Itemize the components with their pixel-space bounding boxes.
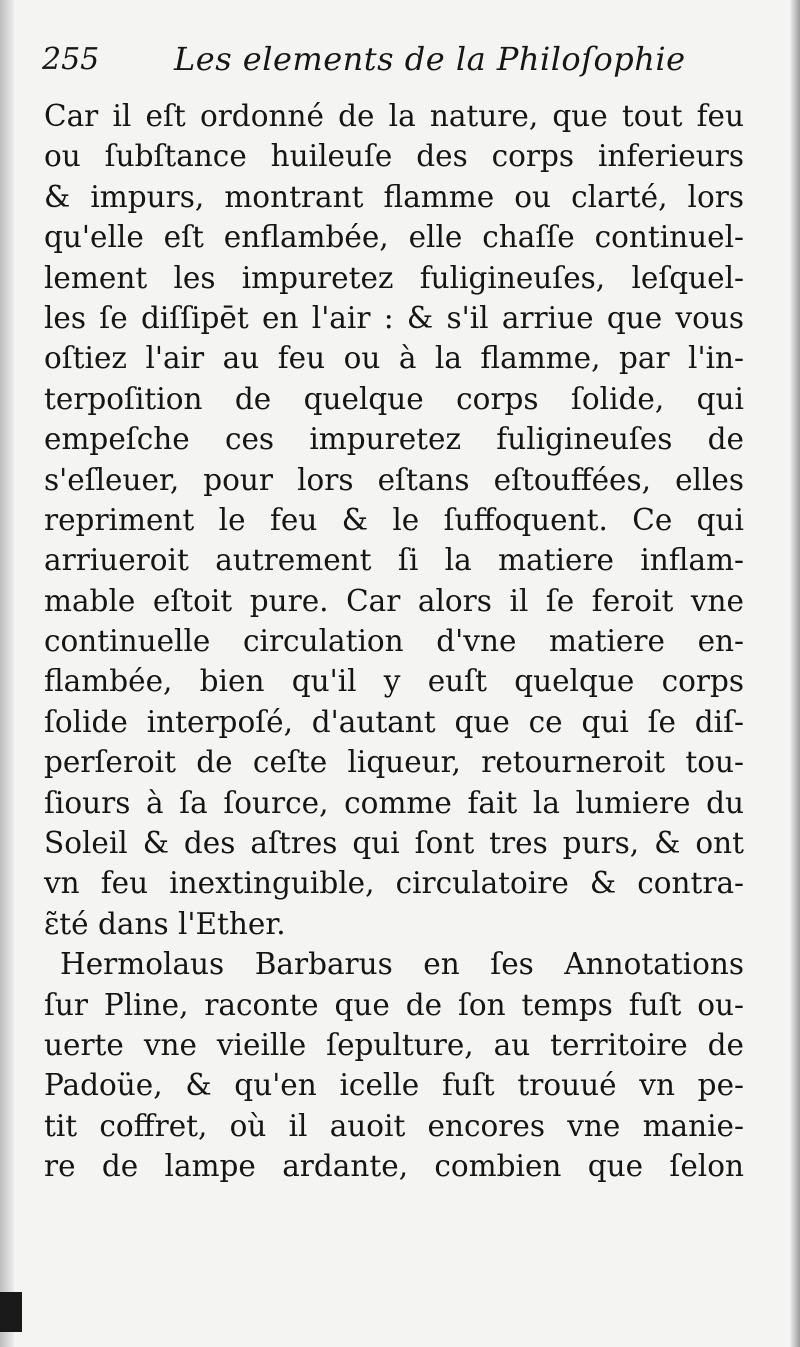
paragraph-1 — [44, 96, 764, 944]
text-line: s'eſleuer, pour lors eſtans eſtouffées, elles — [44, 462, 744, 497]
text-line: terpoſition de quelque corps ſolide, qui — [44, 381, 744, 416]
text-line: repriment le feu & le ſuffoquent. Ce qui — [44, 502, 744, 537]
text-line: Soleil & des aſtres qui ſont tres purs, & ont — [44, 826, 744, 861]
paragraph-2 — [44, 944, 764, 1186]
text-line: ſolide interpoſé, d'autant que ce qui ſe diſ- — [44, 704, 744, 739]
text-line: & impurs, montrant flamme ou clarté, lors — [44, 179, 744, 214]
text-line: Padoüe, & qu'en icelle fuſt trouué vn pe- — [44, 1068, 744, 1103]
text-line: les ſe diſſipēt en l'air : & s'il arriue que vous — [44, 300, 744, 335]
text-line: re de lampe ardante, combien que ſelon — [44, 1149, 744, 1184]
text-line: ɛ̃té dans l'Ether. — [44, 906, 286, 941]
body-text — [44, 96, 764, 1187]
text-line: arriueroit autrement ſi la matiere inflam- — [44, 543, 744, 578]
text-line: empeſche ces impuretez fuligineuſes de — [44, 422, 744, 457]
running-head — [42, 38, 762, 88]
text-line: tit coffret, où il auoit encores vne manie- — [44, 1108, 744, 1143]
text-line: ou ſubſtance huileuſe des corps inferieurs — [44, 139, 744, 174]
page-number: 255 — [42, 42, 100, 77]
text-line: uerte vne vieille ſepulture, au territoire de — [44, 1027, 744, 1062]
text-line: lement les impuretez fuligineuſes, leſquel- — [44, 260, 744, 295]
text-line: mable eſtoit pure. Car alors il ſe feroit vne — [44, 583, 744, 618]
text-line: oſtiez l'air au feu ou à la flamme, par l'in- — [44, 341, 744, 376]
text-line: Hermolaus Barbarus en ſes Annotations — [60, 947, 744, 982]
scan-edge-mark — [0, 1292, 22, 1332]
text-line: qu'elle eſt enflambée, elle chaſſe continuel- — [44, 220, 744, 255]
text-line: ſur Pline, raconte que de ſon temps fuſt ou- — [44, 987, 744, 1022]
page-left-edge — [0, 0, 14, 1347]
text-line: flambée, bien qu'il y euſt quelque corps — [44, 664, 744, 699]
text-line: continuelle circulation d'vne matiere en- — [44, 624, 744, 659]
page-right-edge — [790, 0, 800, 1347]
text-line: ſiours à ſa ſource, comme fait la lumiere du — [44, 785, 744, 820]
text-line: vn feu inextinguible, circulatoire & contra- — [44, 866, 744, 901]
text-line: Car il eſt ordonné de la nature, que tout feu — [44, 99, 744, 133]
running-title: Les elements de la Philoſophie — [174, 40, 686, 78]
text-line: perſeroit de ceſte liqueur, retourneroit tou- — [44, 745, 744, 780]
